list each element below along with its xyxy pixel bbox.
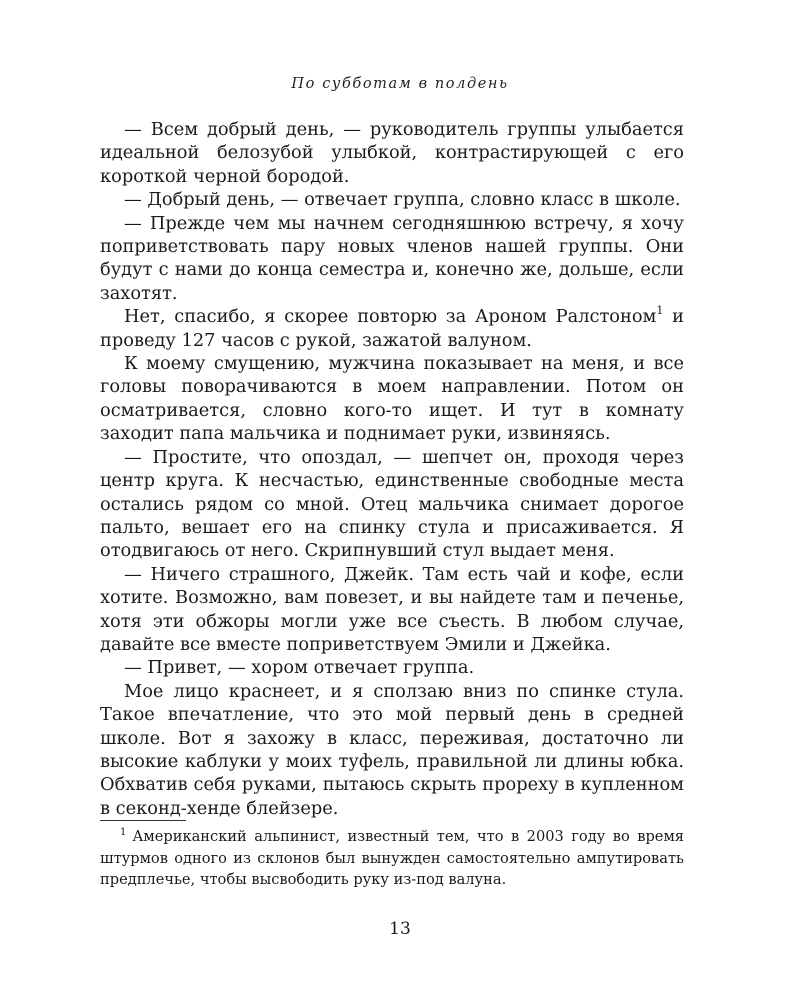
paragraph-9: Мое лицо краснеет, и я сползаю вниз по спинке стула. Такое впечатление, что это мой первый день в средней школе. Вот я захожу в класс, переживая, достаточно ли высокие каблуки у моих туфель, правильной ли длины юбка. Обхватив себя руками, пытаюсь скрыть прореху в купленном в секонд-хенде блейзере.	[100, 680, 684, 819]
footnote-divider	[100, 820, 186, 821]
paragraph-2: — Добрый день, — отвечает группа, словно класс в школе.	[124, 189, 681, 211]
footnote-number: 1	[120, 827, 127, 838]
page-number: 13	[389, 919, 411, 939]
body-text	[100, 118, 684, 820]
paragraph-4-text-before: Нет, спасибо, я скорее повторю за Ароном Ралстоном	[124, 306, 657, 328]
running-head: По субботам в полдень	[291, 76, 509, 92]
paragraph-4-text-after: и проведу 127 часов с рукой, зажатой валуном.	[100, 306, 684, 351]
footnote	[100, 826, 684, 891]
paragraph-1: — Всем добрый день, — руководитель группы улыбается идеальной белозубой улыбкой, контрастирующей с его короткой черной бородой.	[100, 119, 684, 187]
footnote-reference[interactable]: 1	[656, 304, 664, 318]
paragraph-7: — Ничего страшного, Джейк. Там есть чай и кофе, если хотите. Возможно, вам повезет, и вы найдете там и печенье, хотя эти обжоры могли уже все съесть. В любом случае, давайте все вместе поприветствуем Эмили и Джейка.	[100, 563, 684, 655]
paragraph-5: К моему смущению, мужчина показывает на меня, и все головы поворачиваются в моем направлении. Потом он осматривается, словно кого-то ищет. И тут в комнату заходит папа мальчика и поднимает руки, извиняясь.	[100, 353, 684, 445]
paragraph-8: — Привет, — хором отвечает группа.	[124, 657, 475, 679]
paragraph-3: — Прежде чем мы начнем сегодняшнюю встречу, я хочу поприветствовать пару новых членов нашей группы. Они будут с нами до конца семестра и, конечно же, дольше, если захотят.	[100, 212, 684, 304]
paragraph-4	[100, 305, 684, 352]
footnote-text: Американский альпинист, известный тем, что в 2003 году во время штурмов одного из склонов был вынужден самостоятельно ампутировать предплечье, чтобы высвободить руку из-под валуна.	[100, 828, 684, 888]
paragraph-6: — Простите, что опоздал, — шепчет он, проходя через центр круга. К несчастью, единственные свободные места остались рядом со мной. Отец мальчика снимает дорогое пальто, вешает его на спинку стула и присаживается. Я отодвигаюсь от него. Скрипнувший стул выдает меня.	[100, 446, 684, 562]
